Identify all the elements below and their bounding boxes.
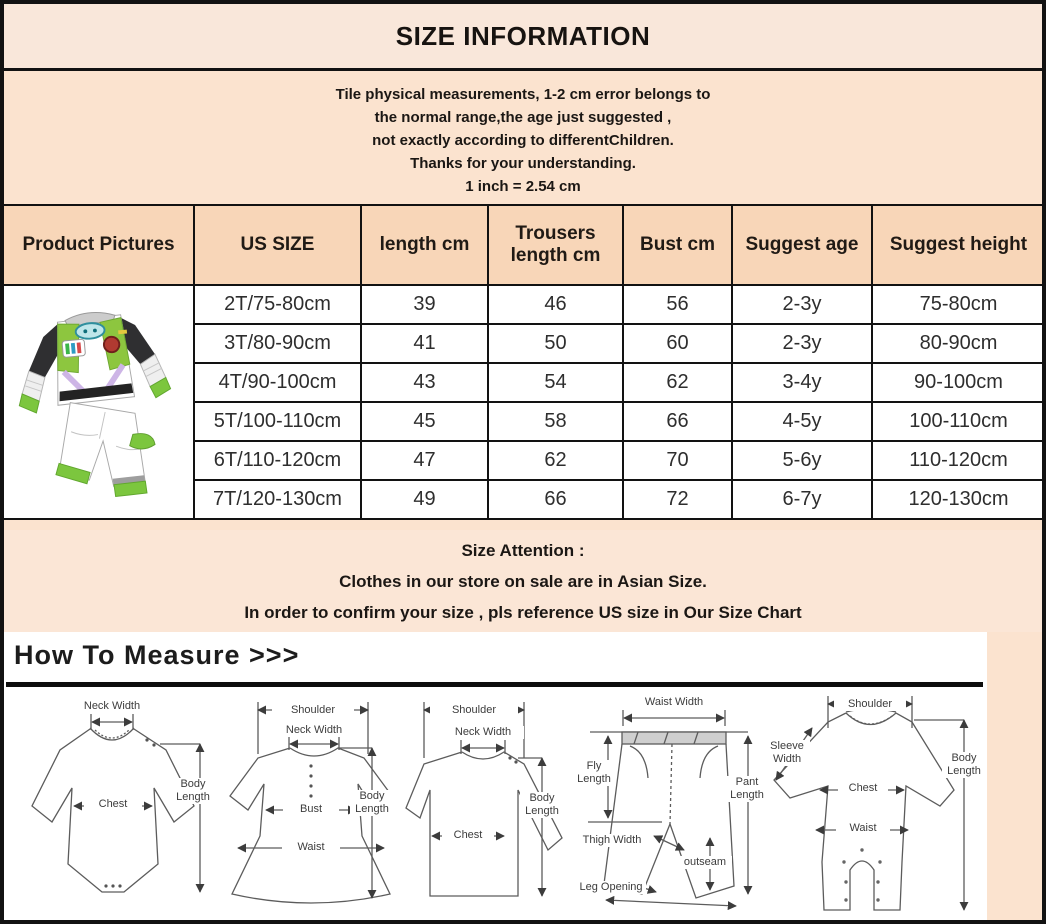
- cell-trousers-length: 58: [488, 402, 623, 441]
- attention-title: Size Attention :: [461, 540, 585, 560]
- cell-suggest-height: 120-130cm: [872, 480, 1045, 519]
- leg-opening-label: Leg Opening: [576, 881, 646, 894]
- neck-width-label: Neck Width: [276, 724, 352, 737]
- sleeve-width-label: Sleeve Width: [764, 740, 810, 766]
- cell-suggest-age: 5-6y: [732, 441, 872, 480]
- cell-suggest-height: 75-80cm: [872, 285, 1045, 324]
- chest-label: Chest: [442, 829, 494, 842]
- cell-suggest-age: 2-3y: [732, 285, 872, 324]
- fly-length-label: Fly Length: [577, 760, 611, 786]
- neck-width-label: Neck Width: [442, 726, 524, 739]
- note-line: the normal range,the age just suggested ,: [374, 108, 672, 126]
- cell-suggest-age: 4-5y: [732, 402, 872, 441]
- cell-trousers-length: 66: [488, 480, 623, 519]
- cell-trousers-length: 54: [488, 363, 623, 402]
- romper-diagram: [764, 692, 985, 916]
- cell-bust: 72: [623, 480, 732, 519]
- note-line: Tile physical measurements, 1-2 cm error belongs to: [335, 85, 711, 103]
- shoulder-label: Shoulder: [272, 704, 354, 717]
- cell-bust: 70: [623, 441, 732, 480]
- bodysuit-diagram: [10, 692, 216, 916]
- product-image: [4, 286, 193, 518]
- cell-suggest-height: 100-110cm: [872, 402, 1045, 441]
- cell-length: 49: [361, 480, 488, 519]
- header-length-cm: length cm: [361, 205, 488, 285]
- header-trousers-length-cm: Trousers length cm: [488, 205, 623, 285]
- body-length-label: Body Length: [520, 792, 564, 818]
- cell-bust: 66: [623, 402, 732, 441]
- cell-us-size: 5T/100-110cm: [194, 402, 361, 441]
- cell-length: 47: [361, 441, 488, 480]
- size-attention-section: [4, 530, 1042, 632]
- chest-label: Chest: [84, 798, 142, 811]
- note-line: not exactly according to differentChildren.: [372, 131, 674, 149]
- dress-diagram: [220, 692, 402, 916]
- header-us-size: US SIZE: [194, 205, 361, 285]
- shirt-diagram: [404, 692, 574, 916]
- thigh-width-label: Thigh Width: [576, 834, 648, 847]
- header-suggest-height: Suggest height: [872, 205, 1045, 285]
- product-picture-cell: [3, 285, 194, 519]
- waist-width-label: Waist Width: [614, 696, 734, 709]
- cell-trousers-length: 62: [488, 441, 623, 480]
- cell-bust: 60: [623, 324, 732, 363]
- size-table-wrap: [2, 204, 1046, 520]
- body-length-label: Body Length: [942, 752, 986, 778]
- cell-suggest-age: 6-7y: [732, 480, 872, 519]
- header-bust-cm: Bust cm: [623, 205, 732, 285]
- cell-us-size: 4T/90-100cm: [194, 363, 361, 402]
- attention-line: Clothes in our store on sale are in Asian Size.: [339, 571, 707, 591]
- cell-length: 43: [361, 363, 488, 402]
- note-line: Thanks for your understanding.: [410, 154, 636, 172]
- note-section: [4, 74, 1042, 206]
- size-table: [2, 204, 1046, 520]
- shoulder-label: Shoulder: [834, 698, 906, 711]
- cell-us-size: 7T/120-130cm: [194, 480, 361, 519]
- waist-label: Waist: [836, 822, 890, 835]
- cell-trousers-length: 46: [488, 285, 623, 324]
- romper-line-art: [764, 692, 985, 916]
- table-row: [3, 285, 1045, 324]
- neck-width-label: Neck Width: [60, 700, 164, 713]
- cell-us-size: 6T/110-120cm: [194, 441, 361, 480]
- cell-length: 41: [361, 324, 488, 363]
- heading-underline: [6, 682, 983, 687]
- cell-suggest-height: 80-90cm: [872, 324, 1045, 363]
- note-line: 1 inch = 2.54 cm: [465, 177, 581, 195]
- header-product-pictures: Product Pictures: [3, 205, 194, 285]
- body-length-label: Body Length: [350, 790, 394, 816]
- pant-length-label: Pant Length: [724, 776, 770, 802]
- cell-suggest-height: 110-120cm: [872, 441, 1045, 480]
- header-suggest-age: Suggest age: [732, 205, 872, 285]
- cell-us-size: 2T/75-80cm: [194, 285, 361, 324]
- cell-trousers-length: 50: [488, 324, 623, 363]
- cell-suggest-age: 3-4y: [732, 363, 872, 402]
- table-header-row: [3, 205, 1045, 285]
- page-title: SIZE INFORMATION: [395, 20, 651, 51]
- chest-label: Chest: [838, 782, 888, 795]
- cell-suggest-age: 2-3y: [732, 324, 872, 363]
- cell-bust: 62: [623, 363, 732, 402]
- attention-line: In order to confirm your size , pls reference US size in Our Size Chart: [244, 602, 802, 622]
- cell-length: 39: [361, 285, 488, 324]
- how-to-measure-heading: How To Measure >>>: [14, 640, 300, 670]
- cell-suggest-height: 90-100cm: [872, 363, 1045, 402]
- pants-diagram: [576, 692, 782, 916]
- shoulder-label: Shoulder: [430, 704, 518, 717]
- cell-us-size: 3T/80-90cm: [194, 324, 361, 363]
- bust-label: Bust: [283, 803, 339, 816]
- pajama-set-illustration: [7, 286, 190, 518]
- title-section: [4, 4, 1042, 71]
- cell-bust: 56: [623, 285, 732, 324]
- body-length-label: Body Length: [170, 778, 216, 804]
- cell-length: 45: [361, 402, 488, 441]
- outseam-label: outseam: [678, 856, 732, 869]
- waist-label: Waist: [282, 841, 340, 854]
- how-to-measure-section: [4, 632, 987, 920]
